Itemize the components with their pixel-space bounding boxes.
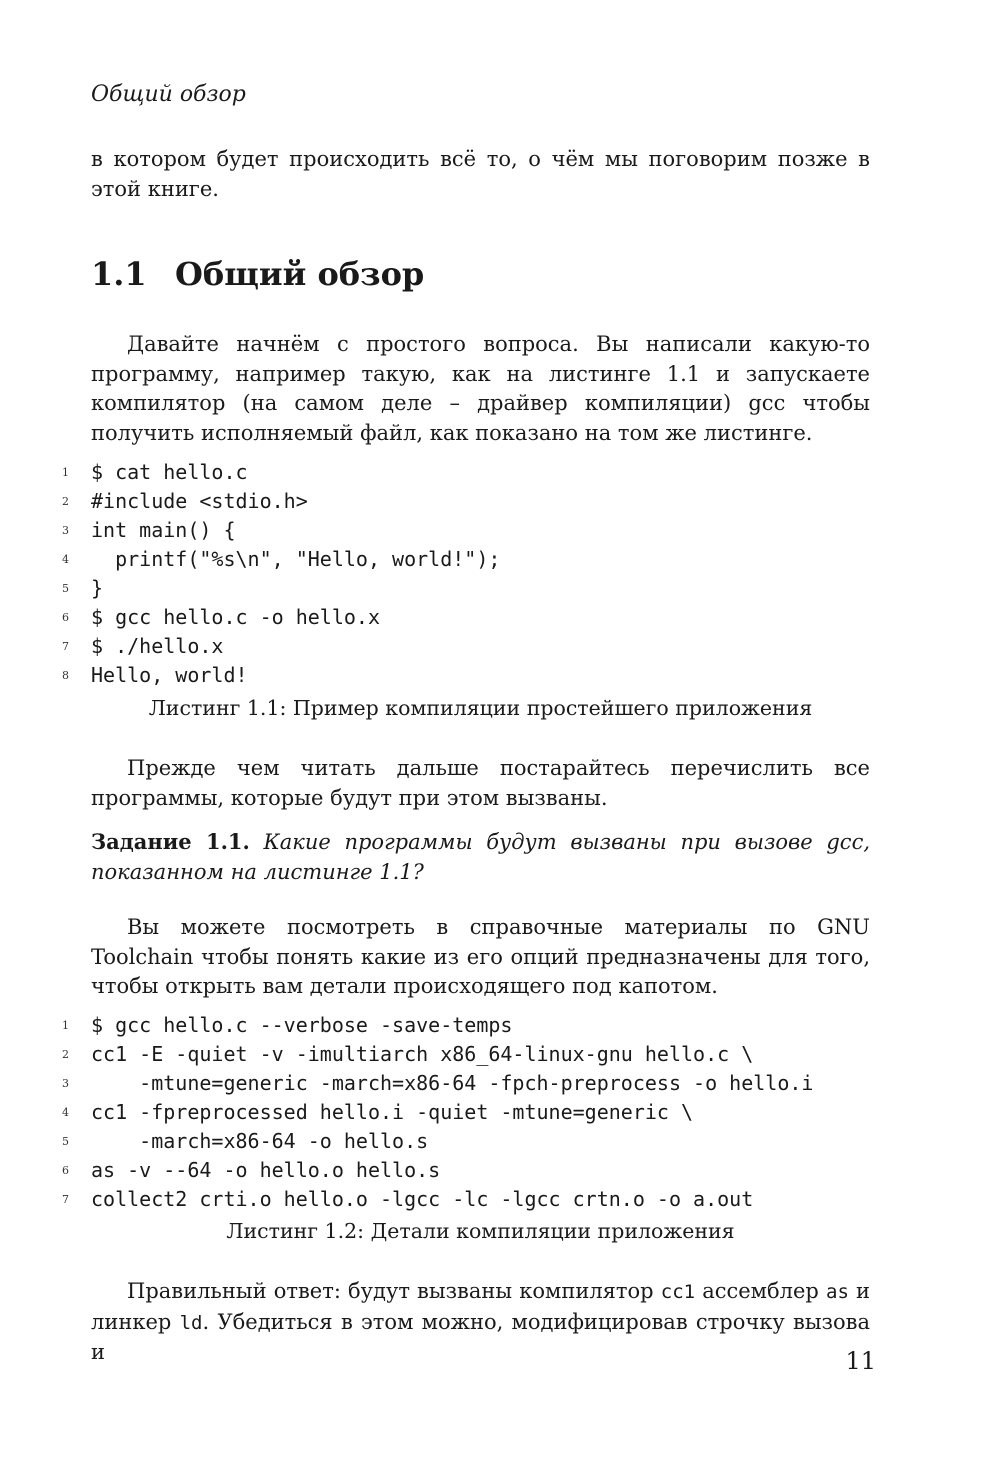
code-text: #include <stdio.h> <box>91 489 308 513</box>
line-number: 2 <box>62 495 69 508</box>
code-text: cc1 -fpreprocessed hello.i -quiet -mtune=generic \ <box>91 1100 694 1124</box>
para4-text-1: Правильный ответ: будут вызваны компилятор <box>127 1279 661 1303</box>
line-number: 3 <box>62 1077 69 1090</box>
code-text: cc1 -E -quiet -v -imultiarch x86_64-linux-gnu hello.c \ <box>91 1042 754 1066</box>
as-code: as <box>826 1281 849 1303</box>
paragraph-3: Вы можете посмотреть в справочные материалы по GNU Toolchain чтобы понять какие из его опций предназначены для того, чтобы открыть вам детали происходящего под капотом. <box>91 915 870 998</box>
paragraph-4 <box>91 1277 870 1368</box>
intro-paragraph: в котором будет происходить всё то, о чём мы поговорим позже в этой книге. <box>91 147 870 201</box>
task-text: Какие программы будут вызваны при вызове gcc, показанном на листинге 1.1? <box>91 830 871 884</box>
code-text: $ gcc hello.c --verbose -save-temps <box>91 1013 513 1037</box>
code-text: $ cat hello.c <box>91 460 248 484</box>
line-number: 3 <box>62 524 69 537</box>
section-heading <box>91 255 424 293</box>
line-number: 6 <box>62 611 69 624</box>
paragraph-1: Давайте начнём с простого вопроса. Вы написали какую-то программу, например такую, как на листинге 1.1 и запускаете компилятор (на самом деле – драйвер компиляции) gcc чтобы получить исполняемый файл, как показано на том же листинге. <box>91 332 870 445</box>
page-number: 11 <box>845 1347 876 1375</box>
code-text: Hello, world! <box>91 663 248 687</box>
code-text: } <box>91 576 104 600</box>
code-text: collect2 crti.o hello.o -lgcc -lc -lgcc crtn.o -o a.out <box>91 1187 754 1211</box>
line-number: 2 <box>62 1048 69 1061</box>
code-text: $ gcc hello.c -o hello.x <box>91 605 380 629</box>
para4-text-4: . Убедиться в этом можно, модифицировав строчку вызова и <box>91 1309 870 1364</box>
para4-text-2: ассемблер <box>695 1279 826 1303</box>
task-block <box>91 827 870 887</box>
listing-2-caption: Листинг 1.2: Детали компиляции приложения <box>226 1219 735 1243</box>
line-number: 7 <box>62 640 69 653</box>
listing-1-caption: Листинг 1.1: Пример компиляции простейшего приложения <box>148 696 813 720</box>
line-number: 5 <box>62 1135 69 1148</box>
code-text: $ ./hello.x <box>91 634 224 658</box>
line-number: 1 <box>62 1019 69 1032</box>
task-label: Задание 1.1. <box>91 829 250 854</box>
line-number: 4 <box>62 1106 69 1119</box>
para4-text-3: и линкер <box>91 1279 871 1334</box>
ld-code: ld <box>179 1311 203 1334</box>
line-number: 6 <box>62 1164 69 1177</box>
line-number: 1 <box>62 466 69 479</box>
line-number: 4 <box>62 553 69 566</box>
running-header: Общий обзор <box>91 82 246 107</box>
code-text: printf("%s\n", "Hello, world!"); <box>91 547 501 571</box>
code-text: as -v --64 -o hello.o hello.s <box>91 1158 441 1182</box>
line-number: 5 <box>62 582 69 595</box>
section-title: Общий обзор <box>175 255 425 293</box>
line-number: 7 <box>62 1193 69 1206</box>
cc1-code: cc1 <box>660 1281 696 1303</box>
paragraph-2: Прежде чем читать дальше постарайтесь перечислить все программы, которые будут при этом вызваны. <box>91 756 870 810</box>
code-text: -march=x86-64 -o hello.s <box>91 1129 429 1153</box>
code-text: -mtune=generic -march=x86-64 -fpch-preprocess -o hello.i <box>91 1071 814 1095</box>
code-text: int main() { <box>91 518 236 542</box>
line-number: 8 <box>62 669 69 682</box>
section-number: 1.1 <box>91 255 147 293</box>
